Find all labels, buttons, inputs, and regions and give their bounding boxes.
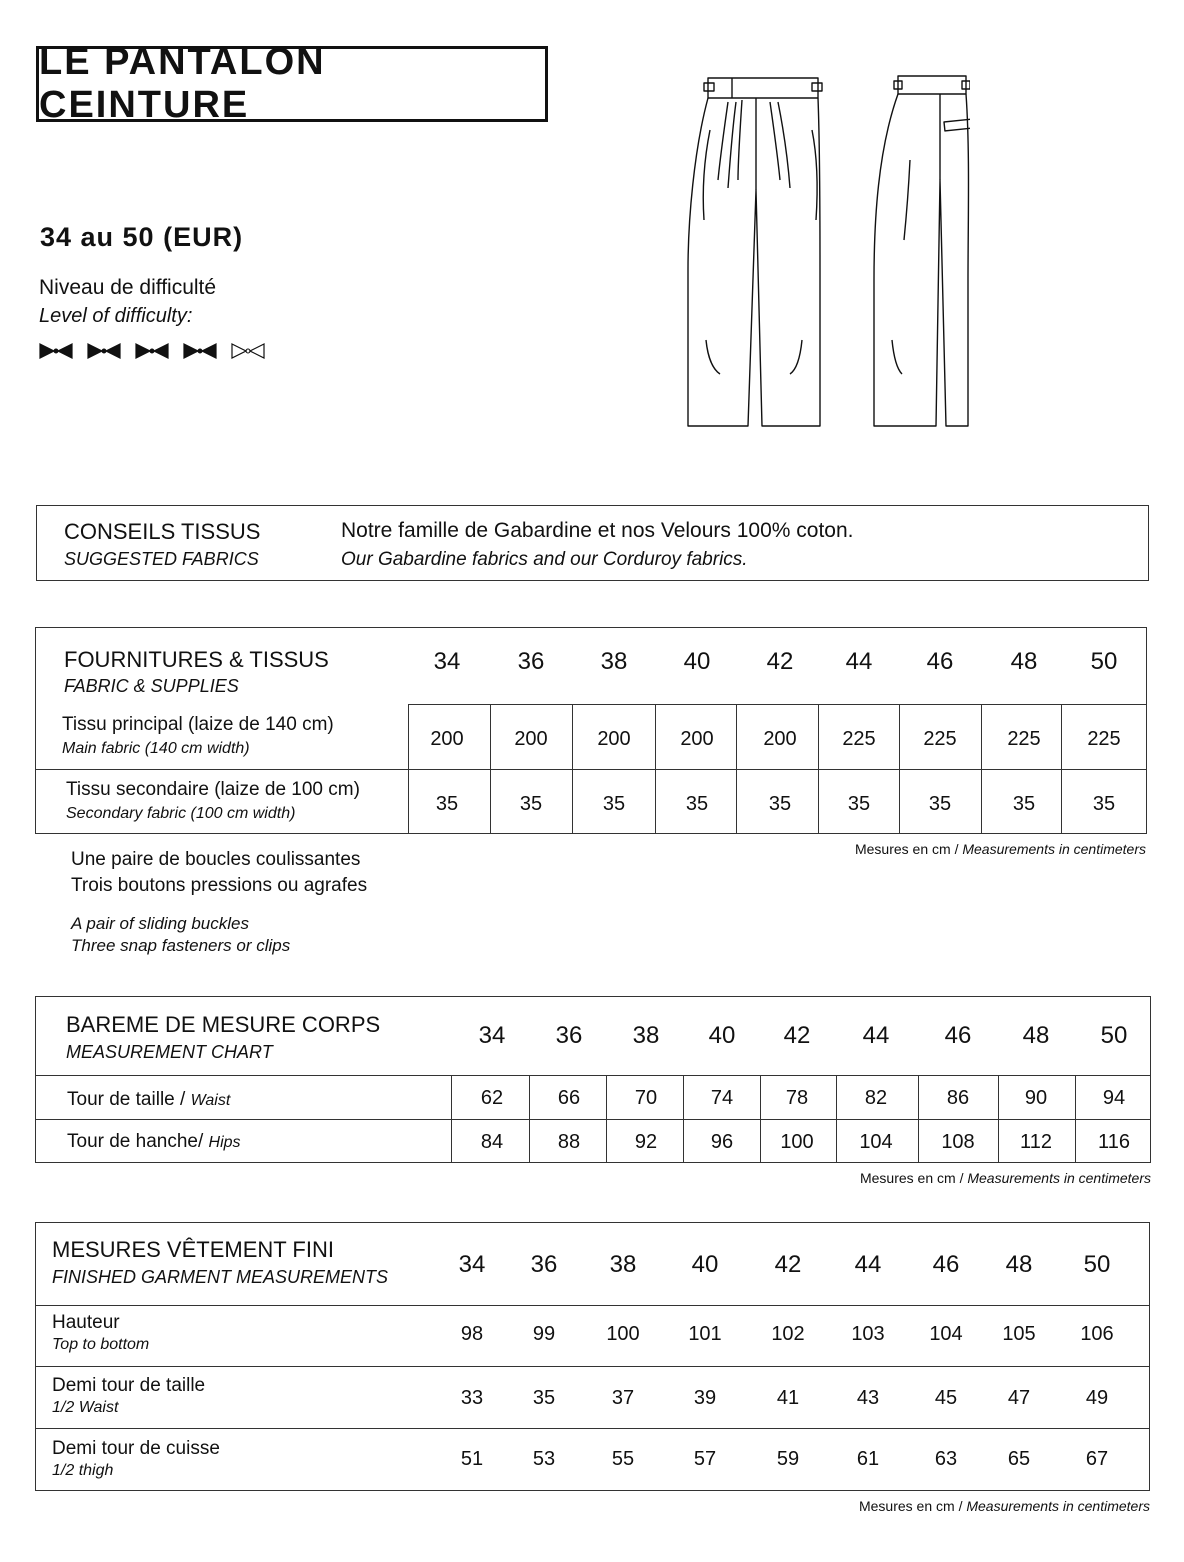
divider — [1061, 704, 1062, 834]
table-cell: 225 — [842, 728, 876, 750]
table-cell: 90 — [1024, 1087, 1048, 1109]
bowtie-filled-icon — [182, 341, 218, 361]
divider — [490, 704, 491, 834]
divider — [981, 704, 982, 834]
difficulty-rating — [38, 341, 266, 361]
notion-fr: Une paire de boucles coulissantes — [71, 849, 361, 870]
size-header: 48 — [1022, 1022, 1050, 1049]
table-cell: 108 — [941, 1131, 975, 1153]
table-cell: 100 — [606, 1323, 640, 1345]
table-cell: 35 — [768, 793, 792, 815]
notion-en: A pair of sliding buckles — [71, 914, 249, 933]
table-cell: 53 — [532, 1448, 556, 1470]
size-header: 44 — [862, 1022, 890, 1049]
divider — [35, 1428, 1150, 1429]
table-cell: 102 — [771, 1323, 805, 1345]
bowtie-filled-icon — [86, 341, 122, 361]
size-header: 40 — [708, 1022, 736, 1049]
row-label-fr: Tour de hanche/ — [67, 1131, 204, 1152]
table-cell: 104 — [859, 1131, 893, 1153]
size-header: 42 — [774, 1251, 802, 1278]
supplies-heading-en: FABRIC & SUPPLIES — [64, 676, 239, 696]
size-header: 48 — [1005, 1251, 1033, 1278]
divider — [655, 704, 656, 834]
trousers-back-icon — [874, 76, 970, 426]
units-note-en: Measurements in centimeters — [967, 1170, 1151, 1186]
row-label — [67, 1131, 241, 1153]
table-cell: 55 — [611, 1448, 635, 1470]
table-cell: 62 — [480, 1087, 504, 1109]
table-cell: 57 — [693, 1448, 717, 1470]
size-header: 38 — [609, 1251, 637, 1278]
title-box — [36, 41, 548, 126]
table-cell: 86 — [946, 1087, 970, 1109]
table-cell: 35 — [1092, 793, 1116, 815]
body-chart-heading-fr: BAREME DE MESURE CORPS — [66, 1012, 381, 1037]
table-cell: 99 — [532, 1323, 556, 1345]
table-cell: 225 — [1087, 728, 1121, 750]
size-header: 46 — [932, 1251, 960, 1278]
table-cell: 45 — [934, 1387, 958, 1409]
table-cell: 200 — [597, 728, 631, 750]
size-header: 50 — [1090, 648, 1118, 675]
divider — [998, 1075, 999, 1163]
table-cell: 112 — [1020, 1131, 1052, 1153]
units-note-fr: Mesures en cm / — [854, 841, 959, 857]
units-note-en: Measurements in centimeters — [962, 841, 1146, 857]
size-header: 42 — [766, 648, 794, 675]
table-cell: 92 — [634, 1131, 658, 1153]
table-cell: 74 — [710, 1087, 734, 1109]
table-cell: 35 — [532, 1387, 556, 1409]
row-label-fr: Hauteur — [52, 1312, 120, 1333]
table-cell: 35 — [519, 793, 543, 815]
table-cell: 35 — [1012, 793, 1036, 815]
bowtie-filled-icon — [38, 341, 74, 361]
row-label-fr: Tissu secondaire (laize de 100 cm) — [66, 779, 360, 800]
table-cell: 96 — [710, 1131, 734, 1153]
difficulty-label-en: Level of difficulty: — [39, 305, 193, 327]
trousers-illustration-icon — [680, 70, 970, 432]
size-header: 50 — [1100, 1022, 1128, 1049]
row-label-en: Waist — [190, 1092, 231, 1109]
table-cell: 103 — [851, 1323, 885, 1345]
divider — [35, 1366, 1150, 1367]
table-cell: 70 — [634, 1087, 658, 1109]
units-note-fr: Mesures en cm / — [858, 1498, 963, 1514]
table-cell: 200 — [430, 728, 464, 750]
units-note — [860, 1170, 1151, 1186]
divider — [899, 704, 900, 834]
notion-fr: Trois boutons pressions ou agrafes — [71, 875, 368, 896]
divider — [683, 1075, 684, 1163]
table-cell: 65 — [1007, 1448, 1031, 1470]
size-header: 44 — [845, 648, 873, 675]
table-cell: 104 — [929, 1323, 963, 1345]
divider — [760, 1075, 761, 1163]
fabrics-heading-en: SUGGESTED FABRICS — [64, 549, 259, 569]
size-header: 40 — [691, 1251, 719, 1278]
table-cell: 225 — [1007, 728, 1041, 750]
size-header: 36 — [530, 1251, 558, 1278]
size-header: 36 — [517, 648, 545, 675]
difficulty-label-fr: Niveau de difficulté — [39, 276, 217, 299]
size-range: 34 au 50 (EUR) — [40, 222, 244, 252]
notion-en: Three snap fasteners or clips — [71, 936, 291, 955]
fabrics-heading-fr: CONSEILS TISSUS — [64, 519, 261, 544]
table-cell: 106 — [1080, 1323, 1114, 1345]
units-note-en: Measurements in centimeters — [966, 1498, 1150, 1514]
row-label-en: Top to bottom — [52, 1336, 150, 1353]
size-header: 34 — [433, 648, 461, 675]
table-cell: 51 — [460, 1448, 484, 1470]
divider — [736, 704, 737, 834]
table-cell: 88 — [557, 1131, 581, 1153]
table-cell: 41 — [776, 1387, 800, 1409]
size-header: 40 — [683, 648, 711, 675]
row-label-fr: Demi tour de taille — [52, 1375, 206, 1396]
fabrics-description-en: Our Gabardine fabrics and our Corduroy fabrics. — [341, 549, 748, 570]
units-note — [855, 841, 1146, 857]
row-label-en: Hips — [208, 1134, 241, 1151]
divider — [606, 1075, 607, 1163]
divider — [451, 1075, 452, 1163]
table-cell: 98 — [460, 1323, 484, 1345]
table-cell: 49 — [1085, 1387, 1109, 1409]
size-header: 50 — [1083, 1251, 1111, 1278]
body-chart-heading-en: MEASUREMENT CHART — [66, 1042, 273, 1062]
row-label-fr: Tissu principal (laize de 140 cm) — [62, 714, 334, 735]
divider — [408, 704, 1147, 705]
divider — [35, 1119, 1151, 1120]
table-cell: 78 — [785, 1087, 809, 1109]
divider — [836, 1075, 837, 1163]
size-header: 38 — [600, 648, 628, 675]
size-header: 44 — [854, 1251, 882, 1278]
units-note — [859, 1498, 1150, 1514]
table-cell: 116 — [1098, 1131, 1130, 1153]
table-cell: 33 — [460, 1387, 484, 1409]
divider — [818, 704, 819, 834]
table-cell: 35 — [602, 793, 626, 815]
table-cell: 225 — [923, 728, 957, 750]
table-cell: 35 — [435, 793, 459, 815]
finished-heading-fr: MESURES VÊTEMENT FINI — [52, 1237, 334, 1262]
row-label-en: Secondary fabric (100 cm width) — [66, 805, 296, 822]
table-cell: 105 — [1002, 1323, 1036, 1345]
size-header: 42 — [783, 1022, 811, 1049]
table-cell: 67 — [1085, 1448, 1109, 1470]
row-label-en: 1/2 Waist — [52, 1399, 119, 1416]
size-header: 46 — [926, 648, 954, 675]
bowtie-filled-icon — [134, 341, 170, 361]
table-cell: 101 — [688, 1323, 722, 1345]
table-cell: 35 — [847, 793, 871, 815]
size-header: 46 — [944, 1022, 972, 1049]
divider — [408, 704, 409, 834]
size-header: 48 — [1010, 648, 1038, 675]
divider — [35, 1075, 1151, 1076]
divider — [572, 704, 573, 834]
table-cell: 63 — [934, 1448, 958, 1470]
table-cell: 35 — [685, 793, 709, 815]
units-note-fr: Mesures en cm / — [859, 1170, 964, 1186]
supplies-heading-fr: FOURNITURES & TISSUS — [64, 647, 329, 672]
table-cell: 200 — [680, 728, 714, 750]
divider — [529, 1075, 530, 1163]
table-cell: 200 — [514, 728, 548, 750]
size-header: 38 — [632, 1022, 660, 1049]
row-label-en: 1/2 thigh — [52, 1462, 114, 1479]
bowtie-empty-icon — [230, 341, 266, 361]
trousers-front-icon — [688, 78, 822, 426]
size-header: 34 — [478, 1022, 506, 1049]
table-cell: 43 — [856, 1387, 880, 1409]
table-cell: 47 — [1007, 1387, 1031, 1409]
table-cell: 37 — [611, 1387, 635, 1409]
row-label-en: Main fabric (140 cm width) — [62, 740, 250, 757]
finished-heading-en: FINISHED GARMENT MEASUREMENTS — [52, 1267, 389, 1287]
table-cell: 61 — [856, 1448, 880, 1470]
row-label-fr: Tour de taille / — [67, 1089, 186, 1110]
table-cell: 94 — [1102, 1087, 1126, 1109]
table-cell: 66 — [557, 1087, 581, 1109]
table-cell: 100 — [780, 1131, 814, 1153]
table-cell: 200 — [763, 728, 797, 750]
table-cell: 84 — [480, 1131, 504, 1153]
table-cell: 59 — [776, 1448, 800, 1470]
size-header: 34 — [458, 1251, 486, 1278]
table-cell: 82 — [864, 1087, 888, 1109]
page-title: LE PANTALON CEINTURE — [39, 41, 326, 126]
size-header: 36 — [555, 1022, 583, 1049]
divider — [35, 1305, 1150, 1306]
divider — [918, 1075, 919, 1163]
table-cell: 35 — [928, 793, 952, 815]
row-label-fr: Demi tour de cuisse — [52, 1438, 220, 1459]
fabrics-description-fr: Notre famille de Gabardine et nos Velours 100% coton. — [341, 519, 854, 542]
divider — [1075, 1075, 1076, 1163]
row-label — [67, 1089, 230, 1111]
table-cell: 39 — [693, 1387, 717, 1409]
